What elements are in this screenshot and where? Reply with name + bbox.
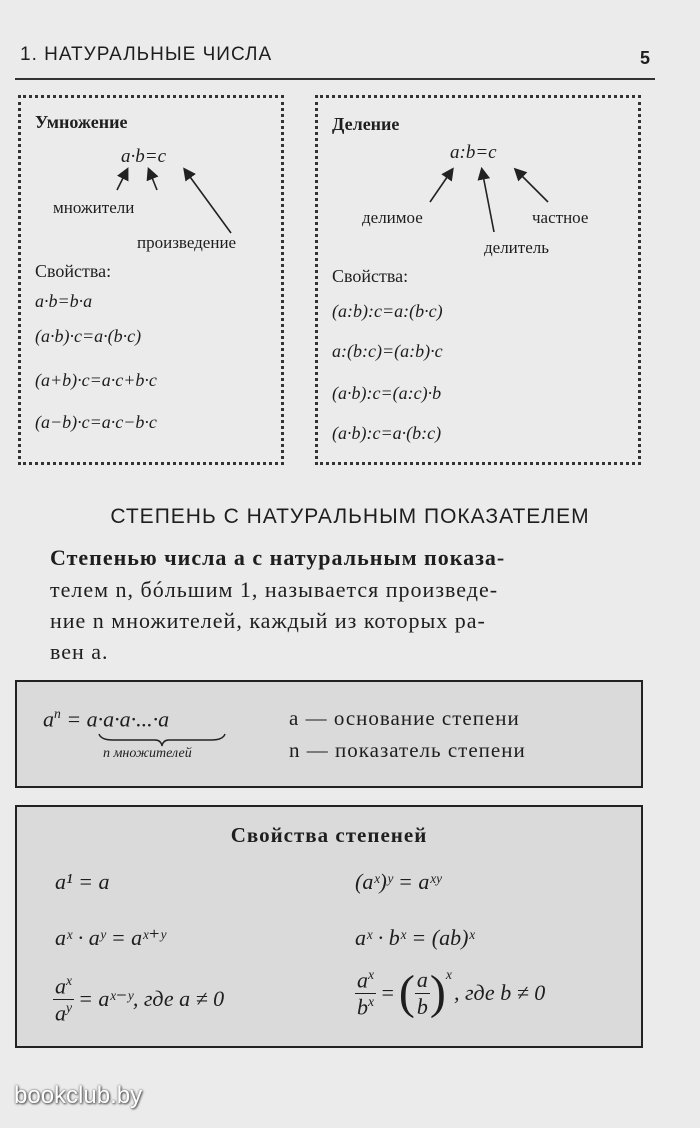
definition-line: ние n множителей, каждый из которых ра- (50, 608, 486, 633)
multiplication-property: a·b=b·a (35, 291, 93, 311)
definition-line: вен a. (50, 639, 109, 664)
definition-line: телем n, бóльшим 1, называется произведе- (50, 577, 499, 602)
power-formula (43, 706, 169, 732)
division-property: (a·b):c=a·(b:c) (332, 423, 442, 443)
division-property: a:(b:c)=(a:b)·c (332, 341, 443, 361)
power-properties-title: Свойства степеней (230, 823, 428, 847)
power-properties-box (15, 805, 643, 1048)
chapter-title: 1. НАТУРАЛЬНЫЕ ЧИСЛА (20, 44, 273, 65)
power-property: a¹ = a (55, 869, 110, 894)
division-properties-title: Свойства: (332, 266, 409, 286)
exponent-description: n — показатель степени (289, 738, 526, 762)
header-rule (15, 78, 655, 80)
dividend-label: делимое (362, 208, 423, 227)
underbrace-label: n множителей (103, 746, 192, 761)
multiplication-property: (a·b)·c=a·(b·c) (35, 326, 142, 346)
power-property: (aˣ)ʸ = aˣʸ (355, 869, 442, 894)
multiplication-box (18, 95, 284, 465)
power-property: aˣ · bˣ = (ab)ˣ (355, 925, 475, 950)
factors-label: множители (53, 198, 135, 217)
base-description: a — основание степени (289, 706, 520, 730)
power-exponent: n (54, 706, 61, 721)
power-property: $\frac{a^x}{b^x}$ = ( $\frac{a}{b}$ ) $^x$ , где b ≠ 0 (357, 966, 546, 1020)
multiplication-formula: a·b=c (121, 146, 167, 167)
power-property: aˣ · aʸ = aˣ⁺ʸ (55, 925, 166, 950)
section-heading: СТЕПЕНЬ С НАТУРАЛЬНЫМ ПОКАЗАТЕЛЕМ (110, 505, 590, 528)
power-fraction-rule: , где b ≠ 0 (453, 980, 546, 1006)
power-definition-box (15, 680, 643, 788)
multiplication-property: (a−b)·c=a·c−b·c (35, 412, 157, 432)
power-product: = a·a·a·...·a (66, 706, 170, 732)
fraction: $\frac{a^x}{a^y}$ (55, 973, 73, 1025)
division-property: (a:b):c=a:(b·c) (332, 301, 443, 321)
division-property: (a·b):c=(a:c)·b (332, 383, 442, 403)
division-box (315, 95, 641, 465)
definition-line: Степенью числа a с натуральным показа- (50, 545, 506, 570)
quotient-label: частное (532, 208, 589, 227)
product-label: произведение (137, 233, 237, 252)
division-formula: a:b=c (450, 142, 497, 163)
page-number: 5 (639, 48, 650, 68)
division-title: Деление (332, 114, 400, 134)
power-base: a (43, 706, 54, 732)
fraction: $\frac{a^x}{b^x}$ (357, 967, 375, 1019)
divisor-label: делитель (484, 238, 549, 257)
multiplication-properties-title: Свойства: (35, 261, 112, 281)
watermark: bookclub.by (14, 1082, 143, 1109)
power-quotient-rule: = aˣ⁻ʸ, где a ≠ 0 (78, 986, 225, 1012)
power-property (53, 973, 224, 1025)
multiplication-title: Умножение (35, 112, 128, 132)
fraction: $\frac{a}{b}$ (416, 967, 428, 1019)
multiplication-property: (a+b)·c=a·c+b·c (35, 370, 157, 390)
